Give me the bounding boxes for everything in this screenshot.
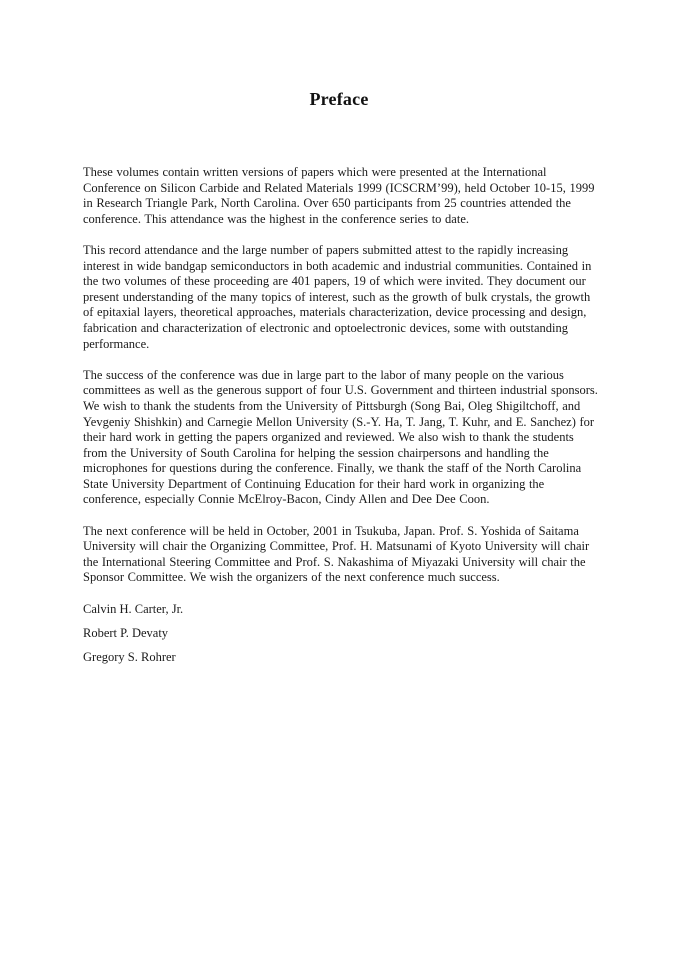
page-title: Preface: [309, 89, 369, 109]
preface-paragraph-2: This record attendance and the large number of papers submitted attest to the rapidly increasing interest in wide bandgap semiconductors in both academic and industrial communities. Contained in the two volumes of these proceeding are 401 papers, 19 of which were invited. They document our present understanding of the many topics of interest, such as the growth of bulk crystals, the growth of epitaxial layers, theoretical approaches, materials characterization, device processing and design, fabrication and characterization of electronic and optoelectronic devices, some with outstanding performance.: [83, 242, 592, 351]
preface-paragraph-3: The success of the conference was due in large part to the labor of many people on the various committees as well as the generous support of four U.S. Government and thirteen industrial sponsors. We wish to thank the students from the University of Pittsburgh (Song Bai, Oleg Shigiltchoff, and Yevgeniy Shishkin) and Carnegie Mellon University (S.-Y. Ha, T. Jang, T. Kuhr, and E. Sanchez) for their hard work in getting the papers organized and reviewed. We also wish to thank the students from the University of South Carolina for helping the session chairpersons and handling the microphones for questions during the conference. Finally, we thank the staff of the North Carolina State University Department of Continuing Education for their hard work in organizing the conference, especially Connie McElroy-Bacon, Cindy Allen and Dee Dee Coon.: [83, 367, 598, 507]
signature-block: [83, 602, 598, 666]
preface-paragraph-4: The next conference will be held in October, 2001 in Tsukuba, Japan. Prof. S. Yoshida of Saitama University will chair the Organizing Committee, Prof. H. Matsunami of Kyoto University will chair the International Steering Committee and Prof. S. Nakashima of Miyazaki University will chair the Sponsor Committee. We wish the organizers of the next conference much success.: [83, 523, 590, 585]
signature-name-2: Robert P. Devaty: [83, 625, 169, 640]
signature-name-1: Calvin H. Carter, Jr.: [83, 601, 184, 616]
preface-body: [83, 165, 598, 665]
signature-name-3: Gregory S. Rohrer: [83, 649, 176, 664]
preface-paragraph-1: These volumes contain written versions of papers which were presented at the International Conference on Silicon Carbide and Related Materials 1999 (ICSCRM’99), held October 10-15, 1999 in Research Triangle Park, North Carolina. Over 650 participants from 25 countries attended the conference. This attendance was the highest in the conference series to date.: [83, 165, 595, 226]
